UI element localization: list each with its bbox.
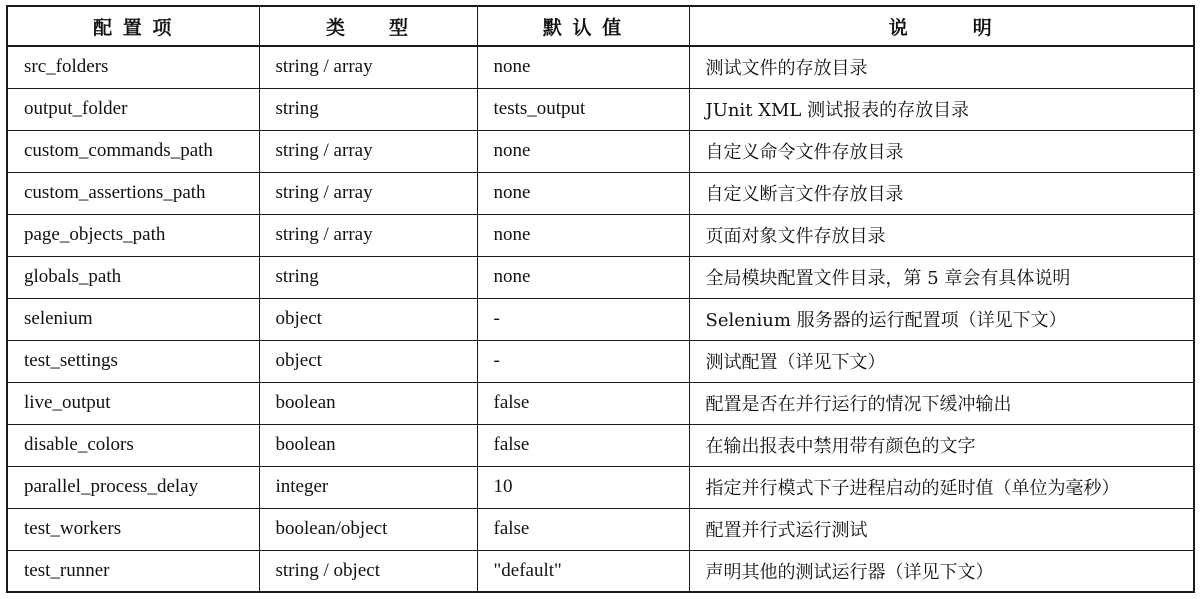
cell-description: 配置并行式运行测试 [689, 508, 1194, 550]
cell-default-value: none [477, 46, 689, 88]
table-header-row [7, 6, 1194, 46]
cell-description: 测试配置（详见下文） [689, 340, 1194, 382]
table-row [7, 424, 1194, 466]
cell-type: boolean/object [259, 508, 477, 550]
cell-config-item: disable_colors [7, 424, 259, 466]
table-row [7, 130, 1194, 172]
table-row [7, 382, 1194, 424]
cell-type: boolean [259, 424, 477, 466]
table-row [7, 46, 1194, 88]
document-page [6, 5, 1193, 593]
cell-type: string [259, 88, 477, 130]
cell-default-value: 10 [477, 466, 689, 508]
cell-type: boolean [259, 382, 477, 424]
cell-default-value: "default" [477, 550, 689, 592]
cell-config-item: globals_path [7, 256, 259, 298]
cell-config-item: live_output [7, 382, 259, 424]
cell-type: string / array [259, 130, 477, 172]
cell-description: Selenium 服务器的运行配置项（详见下文） [689, 298, 1194, 340]
header-config-item: 配 置 项 [7, 6, 259, 46]
header-default-value: 默 认 值 [477, 6, 689, 46]
table-row [7, 88, 1194, 130]
cell-description: JUnit XML 测试报表的存放目录 [689, 88, 1194, 130]
cell-type: string [259, 256, 477, 298]
cell-type: object [259, 298, 477, 340]
cell-description: 全局模块配置文件目录，第 5 章会有具体说明 [689, 256, 1194, 298]
cell-default-value: - [477, 340, 689, 382]
cell-default-value: none [477, 172, 689, 214]
cell-config-item: src_folders [7, 46, 259, 88]
cell-config-item: custom_assertions_path [7, 172, 259, 214]
cell-description: 配置是否在并行运行的情况下缓冲输出 [689, 382, 1194, 424]
cell-config-item: selenium [7, 298, 259, 340]
cell-config-item: test_workers [7, 508, 259, 550]
cell-description: 声明其他的测试运行器（详见下文） [689, 550, 1194, 592]
cell-description: 测试文件的存放目录 [689, 46, 1194, 88]
table-row [7, 214, 1194, 256]
table-row [7, 508, 1194, 550]
cell-description: 页面对象文件存放目录 [689, 214, 1194, 256]
table-body [7, 46, 1194, 592]
header-type: 类 型 [259, 6, 477, 46]
table-row [7, 256, 1194, 298]
cell-type: string / array [259, 172, 477, 214]
cell-type: object [259, 340, 477, 382]
cell-default-value: false [477, 508, 689, 550]
cell-type: string / array [259, 46, 477, 88]
header-description: 说 明 [689, 6, 1194, 46]
cell-default-value: none [477, 130, 689, 172]
cell-default-value: none [477, 214, 689, 256]
cell-description: 自定义命令文件存放目录 [689, 130, 1194, 172]
table-row [7, 298, 1194, 340]
cell-config-item: output_folder [7, 88, 259, 130]
cell-default-value: tests_output [477, 88, 689, 130]
cell-config-item: test_settings [7, 340, 259, 382]
cell-config-item: test_runner [7, 550, 259, 592]
table-row [7, 340, 1194, 382]
table-row [7, 466, 1194, 508]
cell-config-item: page_objects_path [7, 214, 259, 256]
table-row [7, 550, 1194, 592]
cell-type: string / array [259, 214, 477, 256]
cell-default-value: - [477, 298, 689, 340]
cell-config-item: parallel_process_delay [7, 466, 259, 508]
cell-description: 自定义断言文件存放目录 [689, 172, 1194, 214]
table-row [7, 172, 1194, 214]
cell-description: 指定并行模式下子进程启动的延时值（单位为毫秒） [689, 466, 1194, 508]
cell-default-value: false [477, 382, 689, 424]
cell-type: integer [259, 466, 477, 508]
config-table [6, 5, 1195, 593]
cell-config-item: custom_commands_path [7, 130, 259, 172]
cell-default-value: none [477, 256, 689, 298]
cell-type: string / object [259, 550, 477, 592]
cell-description: 在输出报表中禁用带有颜色的文字 [689, 424, 1194, 466]
cell-default-value: false [477, 424, 689, 466]
